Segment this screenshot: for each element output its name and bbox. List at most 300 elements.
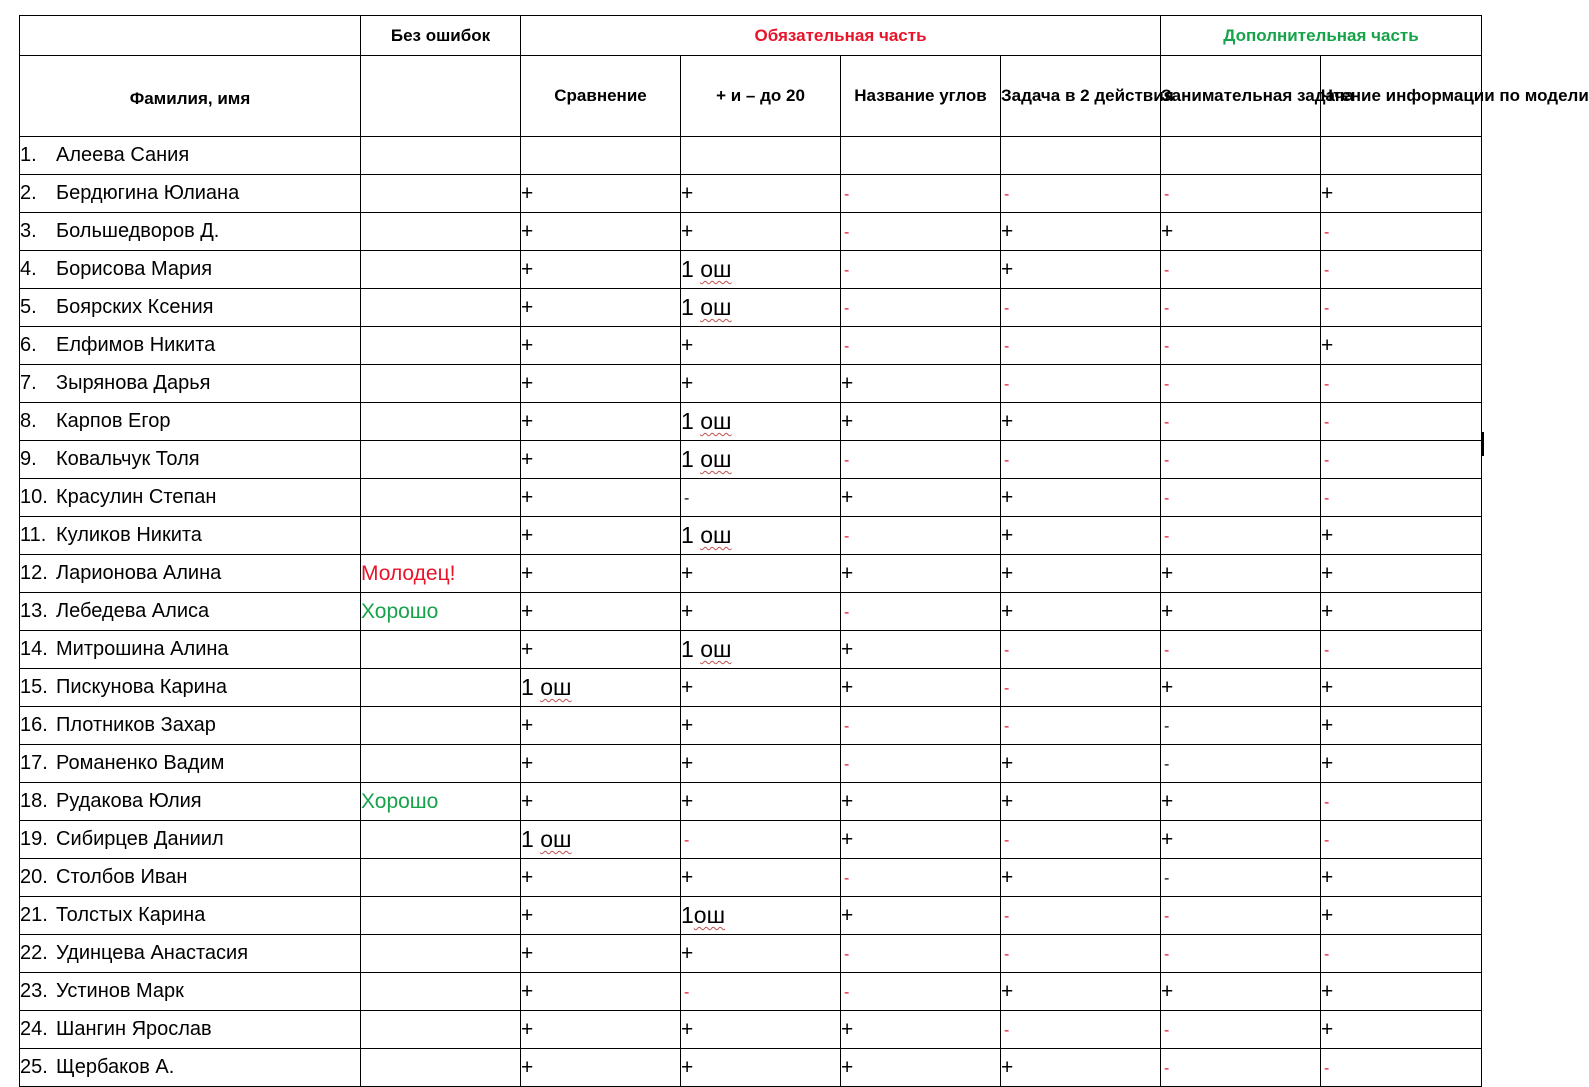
mark-cell <box>1161 327 1321 365</box>
mark-cell <box>1001 973 1161 1011</box>
mark-cell <box>1001 555 1161 593</box>
results-table <box>19 15 1589 1087</box>
mark-cell <box>841 745 1001 783</box>
student-name-cell <box>20 251 361 289</box>
table-row <box>20 213 1482 251</box>
no-errors-cell <box>361 175 521 213</box>
plus-mark: + <box>1001 865 1014 889</box>
minus-mark: - <box>1004 186 1010 203</box>
plus-mark: + <box>1001 485 1014 509</box>
mark-cell <box>521 213 681 251</box>
plus-mark: + <box>521 371 534 395</box>
student-name: Лебедева Алиса <box>56 600 210 622</box>
plus-mark: + <box>841 409 854 433</box>
plus-mark: + <box>681 1017 694 1041</box>
header-col-fun: Занимательная задача <box>1161 56 1321 137</box>
plus-mark: + <box>1321 675 1334 699</box>
mark-cell <box>841 175 1001 213</box>
no-errors-cell <box>361 1049 521 1087</box>
mark-cell <box>841 289 1001 327</box>
student-name-cell <box>20 707 361 745</box>
plus-mark: + <box>521 1055 534 1079</box>
minus-mark: - <box>1324 262 1330 279</box>
plus-mark: + <box>1321 1017 1334 1041</box>
mark-cell <box>681 935 841 973</box>
plus-mark: + <box>521 447 534 471</box>
student-name: Романенко Вадим <box>56 752 225 774</box>
mark-cell <box>841 897 1001 935</box>
plus-mark: + <box>521 789 534 813</box>
mark-cell <box>1001 783 1161 821</box>
table-row <box>20 251 1482 289</box>
mark-cell <box>521 745 681 783</box>
praise-text: Хорошо <box>361 789 439 813</box>
mark-cell <box>1001 403 1161 441</box>
minus-mark: - <box>684 490 690 507</box>
student-name: Куликов Никита <box>56 524 202 546</box>
plus-mark: + <box>1321 181 1334 205</box>
minus-mark: - <box>1164 338 1170 355</box>
mark-cell <box>1321 251 1482 289</box>
student-name: Зырянова Дарья <box>56 372 211 394</box>
mark-cell <box>1001 859 1161 897</box>
plus-mark: + <box>681 1055 694 1079</box>
mark-cell <box>681 745 841 783</box>
praise-text: Хорошо <box>361 599 439 623</box>
mark-cell <box>681 631 841 669</box>
minus-mark: - <box>1324 414 1330 431</box>
no-errors-cell <box>361 631 521 669</box>
mark-cell <box>1161 555 1321 593</box>
plus-mark: + <box>841 485 854 509</box>
mark-cell <box>1001 365 1161 403</box>
plus-mark: + <box>1001 561 1014 585</box>
plus-mark: + <box>521 1017 534 1041</box>
plus-mark: + <box>1321 333 1334 357</box>
mark-cell <box>681 973 841 1011</box>
mark-cell <box>841 631 1001 669</box>
no-errors-cell <box>361 859 521 897</box>
no-errors-cell <box>361 783 521 821</box>
mark-cell <box>1161 631 1321 669</box>
minus-mark: - <box>1164 528 1170 545</box>
error-count: 1 ош <box>521 674 572 700</box>
mark-cell <box>681 783 841 821</box>
table-row <box>20 517 1482 555</box>
plus-mark: + <box>1321 751 1334 775</box>
table-row <box>20 441 1482 479</box>
minus-mark: - <box>844 870 850 887</box>
minus-mark: - <box>684 832 690 849</box>
minus-mark: - <box>1164 642 1170 659</box>
mark-cell <box>1321 213 1482 251</box>
mark-cell <box>841 327 1001 365</box>
student-name-cell <box>20 973 361 1011</box>
table-row <box>20 327 1482 365</box>
table-row <box>20 973 1482 1011</box>
mark-cell <box>681 365 841 403</box>
mark-cell <box>521 707 681 745</box>
no-errors-cell <box>361 973 521 1011</box>
mark-cell <box>841 973 1001 1011</box>
student-name: Боярских Ксения <box>56 296 214 318</box>
row-number: 17. <box>20 752 48 774</box>
mark-cell <box>1001 1049 1161 1087</box>
mark-cell <box>1001 897 1161 935</box>
student-name: Сибирцев Даниил <box>56 828 224 850</box>
mark-cell <box>1161 289 1321 327</box>
plus-mark: + <box>841 903 854 927</box>
mark-cell <box>1001 593 1161 631</box>
mark-cell <box>841 783 1001 821</box>
mark-cell <box>1321 745 1482 783</box>
no-errors-cell <box>361 707 521 745</box>
student-name-cell <box>20 859 361 897</box>
plus-mark: + <box>1161 789 1174 813</box>
plus-mark: + <box>681 371 694 395</box>
mark-cell <box>1001 289 1161 327</box>
mark-cell <box>1001 251 1161 289</box>
mark-cell <box>1321 327 1482 365</box>
mark-cell <box>841 213 1001 251</box>
minus-mark: - <box>1324 376 1330 393</box>
plus-mark: + <box>681 713 694 737</box>
mark-cell <box>841 707 1001 745</box>
student-name-cell <box>20 327 361 365</box>
error-count: 1 ош <box>681 522 732 548</box>
minus-mark: - <box>1324 300 1330 317</box>
plus-mark: + <box>1001 1055 1014 1079</box>
mark-cell <box>521 1049 681 1087</box>
mark-cell <box>1001 935 1161 973</box>
header-name-col: Фамилия, имя <box>20 56 361 137</box>
mark-cell <box>1321 897 1482 935</box>
row-number: 24. <box>20 1018 48 1040</box>
plus-mark: + <box>1001 789 1014 813</box>
minus-mark: - <box>1324 946 1330 963</box>
plus-mark: + <box>521 257 534 281</box>
plus-mark: + <box>1321 903 1334 927</box>
error-count: 1 ош <box>521 826 572 852</box>
header-col-angles: Название углов <box>841 56 1001 137</box>
minus-mark: - <box>1164 718 1170 735</box>
minus-mark: - <box>844 528 850 545</box>
mark-cell <box>1321 137 1482 175</box>
student-name: Борисова Мария <box>56 258 213 280</box>
student-name-cell <box>20 213 361 251</box>
header-row-top <box>20 16 1482 56</box>
student-name-cell <box>20 403 361 441</box>
plus-mark: + <box>1001 751 1014 775</box>
minus-mark: - <box>1004 1022 1010 1039</box>
minus-mark: - <box>1004 718 1010 735</box>
minus-mark: - <box>684 984 690 1001</box>
mark-cell <box>1161 593 1321 631</box>
table-row <box>20 555 1482 593</box>
minus-mark: - <box>1164 870 1170 887</box>
mark-cell <box>521 137 681 175</box>
student-name: Карпов Егор <box>56 410 171 432</box>
plus-mark: + <box>1161 675 1174 699</box>
plus-mark: + <box>1001 409 1014 433</box>
plus-mark: + <box>681 181 694 205</box>
mark-cell <box>1321 859 1482 897</box>
mark-cell <box>681 403 841 441</box>
student-name-cell <box>20 631 361 669</box>
row-number: 16. <box>20 714 48 736</box>
plus-mark: + <box>681 751 694 775</box>
plus-mark: + <box>521 979 534 1003</box>
error-count: 1ош <box>681 902 726 928</box>
plus-mark: + <box>1321 561 1334 585</box>
no-errors-cell <box>361 289 521 327</box>
plus-mark: + <box>1001 219 1014 243</box>
row-number: 13. <box>20 600 48 622</box>
header-no-errors: Без ошибок <box>361 16 521 56</box>
mark-cell <box>1321 1049 1482 1087</box>
mark-cell <box>521 669 681 707</box>
no-errors-cell <box>361 365 521 403</box>
mark-cell <box>521 935 681 973</box>
table-row <box>20 745 1482 783</box>
plus-mark: + <box>841 1017 854 1041</box>
mark-cell <box>1321 631 1482 669</box>
mark-cell <box>1321 707 1482 745</box>
plus-mark: + <box>521 637 534 661</box>
minus-mark: - <box>1164 490 1170 507</box>
mark-cell <box>521 973 681 1011</box>
row-number: 14. <box>20 638 48 660</box>
plus-mark: + <box>681 599 694 623</box>
mark-cell <box>1321 403 1482 441</box>
mark-cell <box>681 251 841 289</box>
mark-cell <box>1161 669 1321 707</box>
mark-cell <box>1321 821 1482 859</box>
mark-cell <box>1001 441 1161 479</box>
mark-cell <box>1321 1011 1482 1049</box>
header-empty-cell <box>20 16 361 56</box>
table-row <box>20 593 1482 631</box>
plus-mark: + <box>681 333 694 357</box>
mark-cell <box>841 517 1001 555</box>
plus-mark: + <box>521 523 534 547</box>
mark-cell <box>1001 631 1161 669</box>
no-errors-cell <box>361 137 521 175</box>
minus-mark: - <box>1164 186 1170 203</box>
minus-mark: - <box>844 756 850 773</box>
mark-cell <box>681 213 841 251</box>
mark-cell <box>1161 365 1321 403</box>
mark-cell <box>1001 213 1161 251</box>
mark-cell <box>1001 175 1161 213</box>
minus-mark: - <box>1004 680 1010 697</box>
mark-cell <box>841 251 1001 289</box>
mark-cell <box>1321 289 1482 327</box>
mark-cell <box>521 251 681 289</box>
row-number: 4. <box>20 258 37 280</box>
error-count: 1 ош <box>681 636 732 662</box>
row-number: 25. <box>20 1056 48 1078</box>
plus-mark: + <box>841 561 854 585</box>
mark-cell <box>521 593 681 631</box>
minus-mark: - <box>1004 452 1010 469</box>
student-name-cell <box>20 1011 361 1049</box>
no-errors-cell <box>361 555 521 593</box>
table-row <box>20 859 1482 897</box>
row-number: 9. <box>20 448 37 470</box>
minus-mark: - <box>844 718 850 735</box>
plus-mark: + <box>1001 599 1014 623</box>
header-col-add20: + и – до 20 <box>681 56 841 137</box>
plus-mark: + <box>1161 827 1174 851</box>
student-name-cell <box>20 555 361 593</box>
header-col-reading: Чтение информации по модели <box>1321 56 1482 137</box>
mark-cell <box>1161 973 1321 1011</box>
student-name: Удинцева Анастасия <box>56 942 249 964</box>
mark-cell <box>1321 175 1482 213</box>
no-errors-cell <box>361 593 521 631</box>
mark-cell <box>1161 783 1321 821</box>
mark-cell <box>841 365 1001 403</box>
student-name: Щербаков А. <box>56 1056 175 1078</box>
student-name-cell <box>20 175 361 213</box>
plus-mark: + <box>521 599 534 623</box>
header-row-columns <box>20 56 1482 137</box>
no-errors-cell <box>361 1011 521 1049</box>
minus-mark: - <box>1004 946 1010 963</box>
mark-cell <box>1001 517 1161 555</box>
plus-mark: + <box>1161 219 1174 243</box>
student-name: Бердюгина Юлиана <box>56 182 240 204</box>
plus-mark: + <box>841 675 854 699</box>
minus-mark: - <box>1164 946 1170 963</box>
student-name-cell <box>20 669 361 707</box>
minus-mark: - <box>1324 1060 1330 1077</box>
minus-mark: - <box>1164 452 1170 469</box>
student-name: Рудакова Юлия <box>56 790 202 812</box>
plus-mark: + <box>1321 713 1334 737</box>
table-row <box>20 289 1482 327</box>
student-name: Ларионова Алина <box>56 562 222 584</box>
no-errors-cell <box>361 517 521 555</box>
minus-mark: - <box>1004 376 1010 393</box>
row-number: 2. <box>20 182 37 204</box>
minus-mark: - <box>1324 224 1330 241</box>
plus-mark: + <box>1161 979 1174 1003</box>
mark-cell <box>1161 707 1321 745</box>
minus-mark: - <box>844 604 850 621</box>
row-number: 7. <box>20 372 37 394</box>
minus-mark: - <box>1164 300 1170 317</box>
mark-cell <box>521 555 681 593</box>
student-name-cell <box>20 1049 361 1087</box>
mark-cell <box>1001 479 1161 517</box>
plus-mark: + <box>681 561 694 585</box>
student-name: Красулин Степан <box>56 486 217 508</box>
mark-cell <box>1321 935 1482 973</box>
student-name-cell <box>20 783 361 821</box>
mark-cell <box>1321 479 1482 517</box>
minus-mark: - <box>1164 756 1170 773</box>
mark-cell <box>1161 251 1321 289</box>
minus-mark: - <box>844 186 850 203</box>
plus-mark: + <box>521 713 534 737</box>
row-number: 8. <box>20 410 37 432</box>
minus-mark: - <box>844 224 850 241</box>
table-row <box>20 707 1482 745</box>
mark-cell <box>841 137 1001 175</box>
mark-cell <box>521 365 681 403</box>
mark-cell <box>681 289 841 327</box>
plus-mark: + <box>841 1055 854 1079</box>
mark-cell <box>1161 441 1321 479</box>
row-number: 19. <box>20 828 48 850</box>
mark-cell <box>521 479 681 517</box>
mark-cell <box>841 479 1001 517</box>
plus-mark: + <box>521 865 534 889</box>
student-name-cell <box>20 365 361 403</box>
minus-mark: - <box>844 262 850 279</box>
plus-mark: + <box>521 409 534 433</box>
mark-cell <box>1161 403 1321 441</box>
no-errors-cell <box>361 745 521 783</box>
plus-mark: + <box>521 333 534 357</box>
minus-mark: - <box>844 452 850 469</box>
plus-mark: + <box>521 181 534 205</box>
student-name: Большедворов Д. <box>56 220 220 242</box>
mark-cell <box>1001 137 1161 175</box>
mark-cell <box>521 327 681 365</box>
student-name: Столбов Иван <box>56 866 188 888</box>
student-name: Елфимов Никита <box>56 334 216 356</box>
plus-mark: + <box>1001 257 1014 281</box>
error-count: 1 ош <box>681 294 732 320</box>
mark-cell <box>521 1011 681 1049</box>
mark-cell <box>1161 137 1321 175</box>
student-name-cell <box>20 517 361 555</box>
plus-mark: + <box>521 485 534 509</box>
mark-cell <box>1321 555 1482 593</box>
mark-cell <box>681 1049 841 1087</box>
mark-cell <box>1001 821 1161 859</box>
minus-mark: - <box>1164 376 1170 393</box>
no-errors-cell <box>361 935 521 973</box>
row-number: 12. <box>20 562 48 584</box>
minus-mark: - <box>844 984 850 1001</box>
plus-mark: + <box>1321 979 1334 1003</box>
mark-cell <box>1161 745 1321 783</box>
student-name-cell <box>20 289 361 327</box>
mark-cell <box>1321 517 1482 555</box>
mark-cell <box>1161 1011 1321 1049</box>
mark-cell <box>681 1011 841 1049</box>
mark-cell <box>1001 327 1161 365</box>
mark-cell <box>681 327 841 365</box>
student-name: Митрошина Алина <box>56 638 229 660</box>
error-count: 1 ош <box>681 446 732 472</box>
minus-mark: - <box>1324 642 1330 659</box>
table-row <box>20 1049 1482 1087</box>
mark-cell <box>841 821 1001 859</box>
mark-cell <box>521 821 681 859</box>
plus-mark: + <box>841 789 854 813</box>
minus-mark: - <box>1004 832 1010 849</box>
mark-cell <box>521 783 681 821</box>
mark-cell <box>1321 783 1482 821</box>
plus-mark: + <box>521 561 534 585</box>
table-row <box>20 1011 1482 1049</box>
minus-mark: - <box>1324 490 1330 507</box>
